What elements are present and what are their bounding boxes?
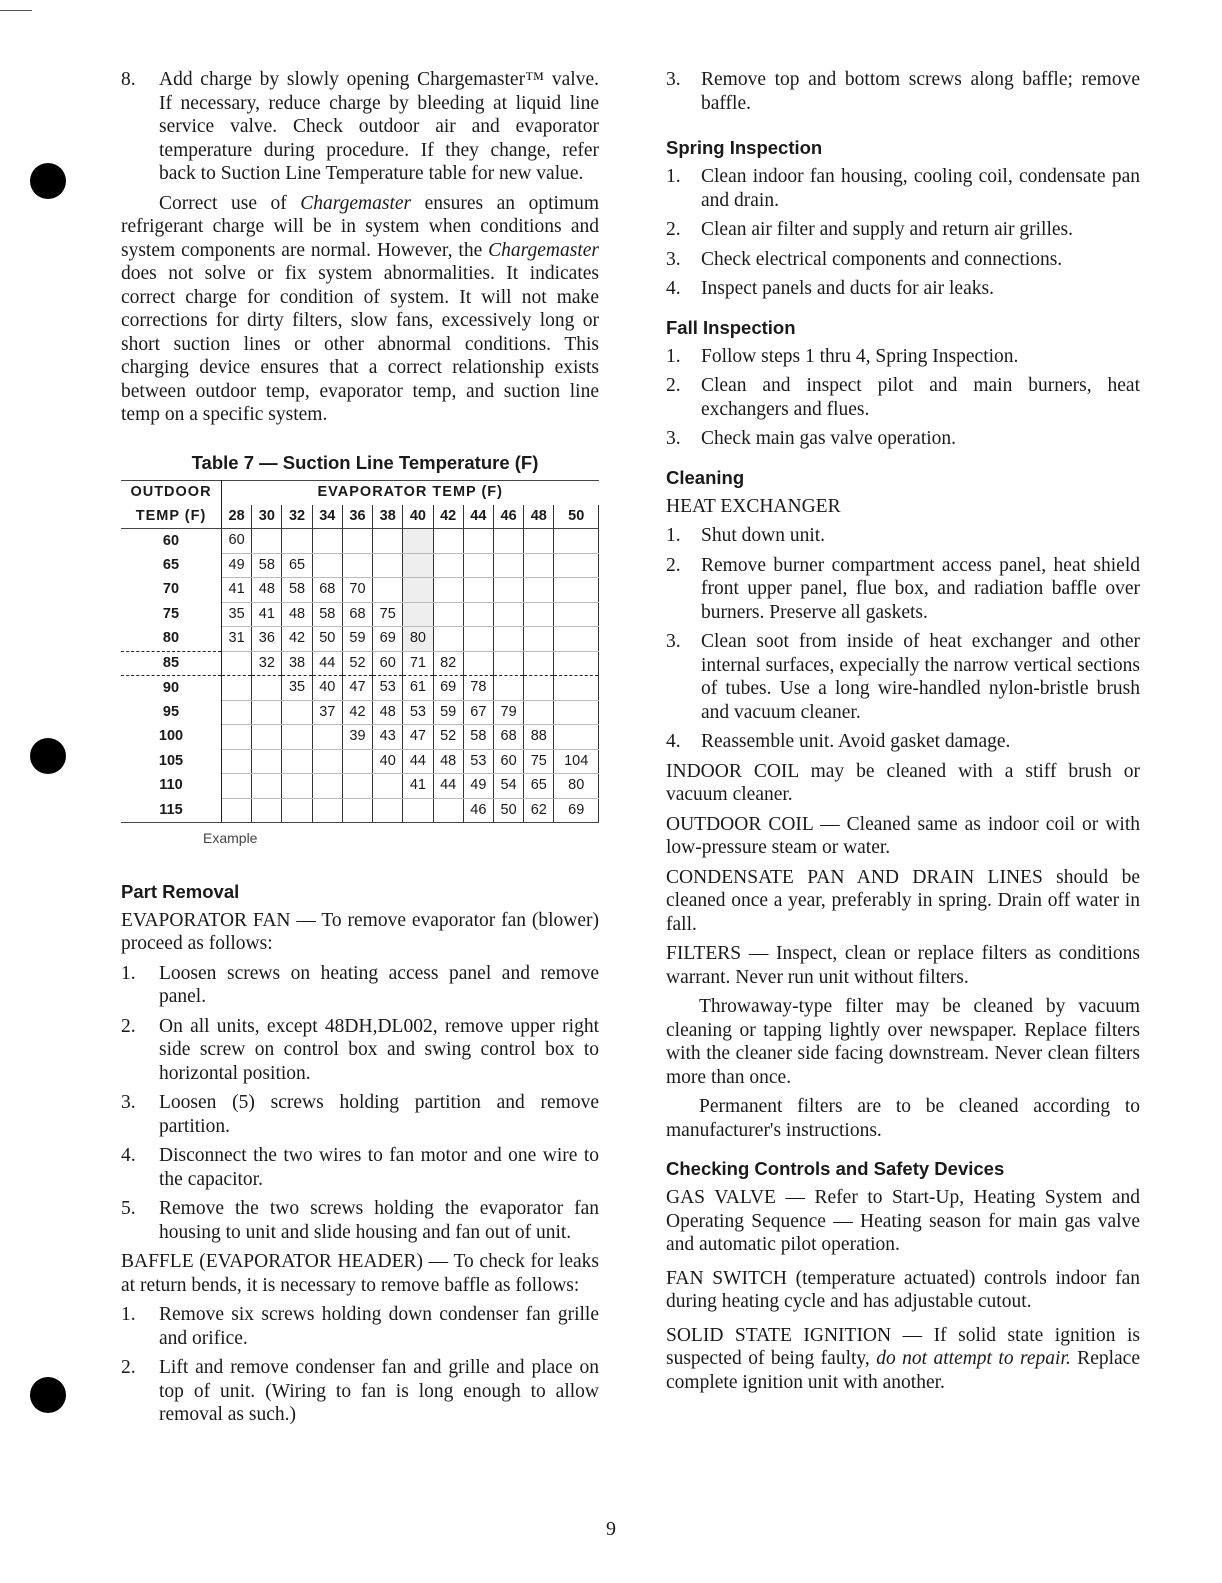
suction-temp-cell <box>252 798 282 823</box>
suction-temp-cell: 69 <box>373 627 403 652</box>
suction-temp-cell <box>222 749 252 774</box>
suction-temp-cell: 49 <box>222 553 252 578</box>
list-item <box>666 248 1140 272</box>
suction-temp-cell: 37 <box>312 700 342 725</box>
controls-heading: Checking Controls and Safety Devices <box>666 1158 1005 1179</box>
suction-temp-cell: 58 <box>312 602 342 627</box>
step-number: 1. <box>121 1304 136 1325</box>
table-row <box>121 798 599 823</box>
suction-temp-cell: 62 <box>524 798 554 823</box>
suction-temp-cell <box>282 774 312 799</box>
suction-temp-cell: 52 <box>433 725 463 750</box>
spring-inspection-steps <box>666 165 1140 301</box>
suction-temp-cell <box>554 627 599 652</box>
suction-temp-cell <box>282 798 312 823</box>
suction-temp-cell: 75 <box>524 749 554 774</box>
list-item <box>121 1197 599 1244</box>
table-row <box>121 774 599 799</box>
text-run: does not solve or fix system abnormalities. It indicates correct charge for condition of system. It will not make corrections for dirty filters, slow fans, excessively long or short suction lines or other abnormal conditions. This charging device ensures that a correct relationship exists between outdoor temp, evaporator temp, and suction line temp on a specific system. <box>121 263 599 425</box>
suction-temp-cell: 36 <box>252 627 282 652</box>
suction-temp-cell: 47 <box>403 725 433 750</box>
suction-temp-cell <box>252 725 282 750</box>
suction-temp-cell: 69 <box>433 676 463 701</box>
list-item <box>666 374 1140 421</box>
suction-temp-cell: 52 <box>342 651 372 676</box>
table-row <box>121 700 599 725</box>
list-item <box>666 630 1140 724</box>
suction-temp-cell: 71 <box>403 651 433 676</box>
suction-temp-cell <box>433 798 463 823</box>
suction-temp-cell <box>463 553 493 578</box>
suction-temp-cell <box>403 578 433 603</box>
step-number: 2. <box>666 219 681 240</box>
list-item <box>666 427 1140 451</box>
suction-temp-cell <box>433 578 463 603</box>
table-body <box>121 529 599 823</box>
step-text: Remove burner compartment access panel, heat shield front upper panel, flue box, and radiation baffle over burners. Preserve all gaskets. <box>701 554 1140 623</box>
list-item <box>121 1015 599 1086</box>
outdoor-temp-cell: 65 <box>121 553 222 578</box>
step-text: Clean air filter and supply and return air grilles. <box>701 219 1074 240</box>
column-header: 38 <box>373 505 403 529</box>
baffle-intro: BAFFLE (EVAPORATOR HEADER) — To check for leaks at return bends, it is necessary to remove baffle as follows: <box>121 1251 599 1296</box>
step-number: 3. <box>666 248 681 270</box>
outdoor-coil-paragraph: OUTDOOR COIL — Cleaned same as indoor coil or with low-pressure steam or water. <box>666 813 1140 858</box>
step-text: Loosen screws on heating access panel and remove panel. <box>159 962 599 1007</box>
suction-temp-cell: 48 <box>433 749 463 774</box>
suction-temp-cell: 47 <box>342 676 372 701</box>
suction-temp-cell <box>524 602 554 627</box>
suction-temp-cell: 53 <box>373 676 403 701</box>
gas-valve-paragraph: GAS VALVE — Refer to Start-Up, Heating System and Operating Sequence — Heating season for main gas valve and automatic pilot operation. <box>666 1187 1140 1255</box>
suction-temp-cell <box>463 627 493 652</box>
spring-inspection-heading: Spring Inspection <box>666 137 823 158</box>
outdoor-temp-cell: 85 <box>121 651 222 676</box>
suction-temp-cell: 60 <box>222 529 252 554</box>
outdoor-temp-cell: 110 <box>121 774 222 799</box>
column-header: 40 <box>403 505 433 529</box>
suction-temp-cell <box>252 529 282 554</box>
text-run: SOLID STATE IGNITION — If solid state ignition is suspected of being faulty, <box>666 1324 1140 1369</box>
punch-hole <box>30 163 66 199</box>
suction-temp-cell <box>312 798 342 823</box>
suction-temp-cell <box>554 529 599 554</box>
suction-temp-cell <box>463 529 493 554</box>
suction-temp-cell <box>373 798 403 823</box>
suction-temp-cell: 67 <box>463 700 493 725</box>
suction-temp-cell <box>312 749 342 774</box>
list-item <box>666 277 1140 301</box>
suction-temp-cell: 80 <box>403 627 433 652</box>
step-text: Follow steps 1 thru 4, Spring Inspection. <box>701 345 1019 367</box>
step-number: 2. <box>121 1015 136 1037</box>
table-column-header-row <box>121 505 599 529</box>
list-item <box>666 730 1140 754</box>
baffle-steps <box>121 1303 599 1427</box>
suction-temp-cell <box>312 725 342 750</box>
suction-temp-cell <box>493 602 523 627</box>
suction-temp-cell <box>493 676 523 701</box>
step-number: 4. <box>121 1145 136 1166</box>
list-item <box>121 962 599 1009</box>
throwaway-filter-paragraph: Throwaway-type filter may be cleaned by vacuum cleaning or tapping lightly over newspaper. Replace filters with the cleaner side facing downstream. Never clean filters more than once. <box>666 996 1140 1088</box>
suction-temp-cell: 44 <box>403 749 433 774</box>
outdoor-temp-cell: 90 <box>121 676 222 701</box>
fall-inspection-heading: Fall Inspection <box>666 316 796 338</box>
suction-temp-cell <box>282 700 312 725</box>
outdoor-temp-cell: 70 <box>121 578 222 603</box>
outdoor-temp-cell: 100 <box>121 725 222 750</box>
suction-temp-cell <box>554 651 599 676</box>
step-text: Check electrical components and connections. <box>701 248 1063 270</box>
suction-temp-cell <box>282 749 312 774</box>
evaporator-fan-steps <box>121 962 599 1245</box>
suction-temp-cell: 41 <box>252 602 282 627</box>
list-item <box>666 524 1140 548</box>
suction-temp-cell <box>524 529 554 554</box>
step-text: Clean soot from inside of heat exchanger and other internal surfaces, expecially the narrow vertical sections of tubes. Use a long wire-handled nylon-bristle brush and vacuum cleaner. <box>701 631 1140 723</box>
list-item <box>666 345 1140 369</box>
list-item <box>121 1091 599 1138</box>
permanent-filter-paragraph: Permanent filters are to be cleaned according to manufacturer's instructions. <box>666 1096 1140 1141</box>
suction-temp-cell <box>524 578 554 603</box>
column-header: 34 <box>312 505 342 529</box>
suction-temp-cell <box>433 553 463 578</box>
outdoor-temp-cell: 105 <box>121 749 222 774</box>
suction-temp-cell: 50 <box>493 798 523 823</box>
text-run-italic: Chargemaster <box>300 192 412 214</box>
page-number: 9 <box>606 1518 616 1540</box>
column-header: 30 <box>252 505 282 529</box>
fall-inspection-steps <box>666 345 1140 451</box>
suction-temp-cell <box>252 700 282 725</box>
suction-temp-cell: 43 <box>373 725 403 750</box>
step-text: Lift and remove condenser fan and grille and place on top of unit. (Wiring to fan is long enough to allow removal as such.) <box>159 1357 599 1425</box>
table-row <box>121 529 599 554</box>
suction-temp-cell: 40 <box>373 749 403 774</box>
column-header: 28 <box>222 505 252 529</box>
table-row <box>121 553 599 578</box>
suction-temp-cell: 60 <box>373 651 403 676</box>
evaporator-label: EVAPORATOR TEMP (F) <box>222 481 599 505</box>
suction-temp-cell: 88 <box>524 725 554 750</box>
indoor-coil-paragraph: INDOOR COIL may be cleaned with a stiff brush or vacuum cleaner. <box>666 760 1140 805</box>
suction-temp-cell: 50 <box>312 627 342 652</box>
suction-temp-cell: 59 <box>433 700 463 725</box>
baffle-step-3 <box>666 68 1140 115</box>
suction-temp-cell <box>554 700 599 725</box>
step-text: Remove top and bottom screws along baffle; remove baffle. <box>701 69 1140 114</box>
list-item <box>666 218 1140 242</box>
suction-temp-cell <box>342 529 372 554</box>
table-row <box>121 725 599 750</box>
temp-label: TEMP (F) <box>121 505 222 529</box>
suction-temp-cell <box>373 578 403 603</box>
suction-temp-cell: 58 <box>252 553 282 578</box>
part-removal-heading: Part Removal <box>121 880 240 902</box>
suction-temp-cell: 40 <box>312 676 342 701</box>
step-text: Remove the two screws holding the evaporator fan housing to unit and slide housing and fan out of unit. <box>159 1198 599 1243</box>
suction-temp-cell <box>493 651 523 676</box>
suction-temp-cell <box>493 578 523 603</box>
step-number: 2. <box>666 375 681 396</box>
step-text: Remove six screws holding down condenser fan grille and orifice. <box>159 1304 599 1349</box>
suction-temp-cell: 31 <box>222 627 252 652</box>
text-run: ensures an optimum refrigerant charge will be in system when conditions and system components are normal. However, the <box>121 192 599 261</box>
suction-temp-cell: 53 <box>403 700 433 725</box>
suction-temp-cell: 58 <box>282 578 312 603</box>
suction-temp-cell <box>554 602 599 627</box>
step-text: Add charge by slowly opening Chargemaster™ valve. If necessary, reduce charge by bleeding at liquid line service valve. Check outdoor air and evaporator temperature during procedure. If they change, refer back to Suction Line Temperature table for new value. <box>159 69 599 184</box>
step-number: 1. <box>666 525 681 546</box>
suction-temp-cell <box>554 725 599 750</box>
suction-temp-cell <box>312 529 342 554</box>
suction-temp-cell <box>403 798 433 823</box>
suction-temp-cell: 53 <box>463 749 493 774</box>
step-number: 3. <box>121 1092 136 1113</box>
suction-temp-cell: 65 <box>524 774 554 799</box>
suction-temp-cell <box>222 725 252 750</box>
suction-temp-cell <box>342 774 372 799</box>
step-number: 3. <box>666 631 681 652</box>
suction-temp-cell: 48 <box>282 602 312 627</box>
outdoor-temp-cell: 60 <box>121 529 222 554</box>
suction-temp-cell <box>463 578 493 603</box>
outdoor-temp-cell: 80 <box>121 627 222 652</box>
suction-temp-cell <box>342 553 372 578</box>
suction-temp-cell <box>373 553 403 578</box>
table-row <box>121 651 599 676</box>
column-header: 46 <box>493 505 523 529</box>
step-text: Disconnect the two wires to fan motor and one wire to the capacitor. <box>159 1145 599 1190</box>
suction-temp-cell: 70 <box>342 578 372 603</box>
suction-temp-cell <box>222 700 252 725</box>
text-run-italic: do not attempt to repair. <box>876 1348 1071 1369</box>
suction-temp-cell <box>403 529 433 554</box>
table-row <box>121 627 599 652</box>
column-header: 42 <box>433 505 463 529</box>
example-label: Example <box>203 830 258 846</box>
suction-temp-cell: 35 <box>222 602 252 627</box>
suction-temp-cell <box>222 774 252 799</box>
suction-temp-cell <box>342 749 372 774</box>
suction-temp-cell <box>524 676 554 701</box>
table-row <box>121 749 599 774</box>
step-text: Shut down unit. <box>701 525 826 546</box>
suction-temp-cell: 61 <box>403 676 433 701</box>
table-row <box>121 578 599 603</box>
suction-temp-cell: 60 <box>493 749 523 774</box>
suction-temp-cell <box>252 676 282 701</box>
suction-temp-cell: 41 <box>403 774 433 799</box>
table-header-row <box>121 481 599 505</box>
step-text: Loosen (5) screws holding partition and remove partition. <box>159 1092 599 1137</box>
suction-temp-cell <box>524 651 554 676</box>
suction-temp-cell <box>403 602 433 627</box>
list-item <box>121 1356 599 1427</box>
step-number: 3. <box>666 69 681 90</box>
suction-temp-cell <box>493 627 523 652</box>
suction-temp-cell <box>282 725 312 750</box>
suction-temp-cell: 44 <box>312 651 342 676</box>
condensate-paragraph: CONDENSATE PAN AND DRAIN LINES should be cleaned once a year, preferably in spring. Drain off water in fall. <box>666 866 1140 935</box>
suction-temp-cell <box>554 676 599 701</box>
list-item <box>666 165 1140 212</box>
suction-temp-cell: 41 <box>222 578 252 603</box>
heat-exchanger-steps <box>666 524 1140 754</box>
suction-temp-cell <box>373 529 403 554</box>
text-run-italic: Chargemaster <box>488 239 599 261</box>
right-column <box>666 68 1140 1400</box>
suction-temp-cell: 80 <box>554 774 599 799</box>
suction-temp-cell: 69 <box>554 798 599 823</box>
text-run: Correct use of <box>159 192 301 214</box>
step-number: 5. <box>121 1198 136 1219</box>
suction-temp-cell <box>433 627 463 652</box>
suction-temp-cell <box>554 553 599 578</box>
punch-hole <box>30 738 66 774</box>
heat-exchanger-subheading: HEAT EXCHANGER <box>666 495 841 517</box>
step-number: 3. <box>666 428 681 449</box>
column-header: 50 <box>554 505 599 529</box>
suction-temp-cell <box>524 553 554 578</box>
step-number: 8. <box>121 69 136 90</box>
punch-hole <box>30 1377 66 1413</box>
suction-temp-cell: 75 <box>373 602 403 627</box>
suction-temp-cell: 49 <box>463 774 493 799</box>
suction-temp-cell: 35 <box>282 676 312 701</box>
suction-temp-cell <box>524 700 554 725</box>
suction-temp-cell <box>312 553 342 578</box>
suction-temp-cell: 46 <box>463 798 493 823</box>
filters-paragraph: FILTERS — Inspect, clean or replace filters as conditions warrant. Never run unit without filters. <box>666 943 1140 988</box>
column-header: 44 <box>463 505 493 529</box>
fan-switch-paragraph: FAN SWITCH (temperature actuated) controls indoor fan during heating cycle and has adjustable cutout. <box>666 1267 1140 1312</box>
suction-temp-cell <box>493 553 523 578</box>
step-number: 1. <box>666 166 681 187</box>
step-text: Reassemble unit. Avoid gasket damage. <box>701 731 1011 752</box>
step-text: Clean indoor fan housing, cooling coil, condensate pan and drain. <box>701 166 1140 211</box>
suction-temp-cell: 48 <box>373 700 403 725</box>
suction-temp-cell <box>463 602 493 627</box>
suction-temp-cell: 104 <box>554 749 599 774</box>
list-item <box>121 1144 599 1191</box>
suction-temp-cell: 44 <box>433 774 463 799</box>
column-header: 48 <box>524 505 554 529</box>
suction-temp-cell: 58 <box>463 725 493 750</box>
suction-temp-cell <box>222 651 252 676</box>
suction-temp-cell: 48 <box>252 578 282 603</box>
suction-temp-cell: 54 <box>493 774 523 799</box>
suction-temp-cell: 68 <box>312 578 342 603</box>
step-text: Inspect panels and ducts for air leaks. <box>701 278 994 299</box>
column-header: 32 <box>282 505 312 529</box>
suction-temp-cell <box>222 798 252 823</box>
suction-temp-cell: 59 <box>342 627 372 652</box>
suction-temp-cell <box>312 774 342 799</box>
suction-temp-cell <box>403 553 433 578</box>
column-header: 36 <box>342 505 372 529</box>
step-number: 1. <box>121 962 136 984</box>
step-number: 1. <box>666 345 681 367</box>
outdoor-temp-cell: 95 <box>121 700 222 725</box>
suction-temp-cell: 32 <box>252 651 282 676</box>
step-8 <box>121 68 599 186</box>
suction-temp-cell <box>342 798 372 823</box>
suction-temp-cell <box>554 578 599 603</box>
table-row <box>121 602 599 627</box>
step-text: Clean and inspect pilot and main burners, heat exchangers and flues. <box>701 375 1140 420</box>
suction-temp-cell: 42 <box>282 627 312 652</box>
evaporator-fan-intro: EVAPORATOR FAN — To remove evaporator fan (blower) proceed as follows: <box>121 909 599 954</box>
suction-temp-cell: 78 <box>463 676 493 701</box>
ignition-paragraph <box>666 1324 1140 1395</box>
step-number: 2. <box>666 554 681 576</box>
suction-temp-cell: 38 <box>282 651 312 676</box>
suction-temp-cell <box>252 749 282 774</box>
suction-temp-cell: 68 <box>342 602 372 627</box>
suction-line-temperature-table <box>121 480 599 823</box>
suction-temp-cell: 68 <box>493 725 523 750</box>
suction-temp-cell <box>222 676 252 701</box>
suction-temp-cell <box>433 529 463 554</box>
step-text: On all units, except 48DH,DL002, remove upper right side screw on control box and swing control box to horizontal position. <box>159 1015 599 1084</box>
suction-temp-cell: 65 <box>282 553 312 578</box>
suction-temp-cell: 42 <box>342 700 372 725</box>
outdoor-temp-cell: 115 <box>121 798 222 823</box>
suction-temp-cell <box>252 774 282 799</box>
outdoor-temp-cell: 75 <box>121 602 222 627</box>
suction-temp-cell <box>493 529 523 554</box>
text-run: Replace complete ignition unit with another. <box>666 1348 1140 1393</box>
suction-temp-cell <box>282 529 312 554</box>
suction-temp-cell <box>524 627 554 652</box>
left-column <box>121 68 599 1433</box>
list-item <box>121 1303 599 1350</box>
chargemaster-paragraph <box>121 192 599 427</box>
step-number: 4. <box>666 278 681 299</box>
table-caption: Table 7 — Suction Line Temperature (F) <box>191 451 539 473</box>
suction-temp-cell <box>463 651 493 676</box>
table-row <box>121 676 599 701</box>
suction-temp-cell: 39 <box>342 725 372 750</box>
step-text: Check main gas valve operation. <box>701 428 957 449</box>
suction-temp-cell: 79 <box>493 700 523 725</box>
cleaning-heading: Cleaning <box>666 466 745 488</box>
corner-crop-mark <box>0 10 32 11</box>
suction-temp-cell: 82 <box>433 651 463 676</box>
suction-temp-cell <box>433 602 463 627</box>
outdoor-label: OUTDOOR <box>121 481 222 505</box>
step-number: 4. <box>666 731 681 752</box>
step-number: 2. <box>121 1357 136 1378</box>
suction-temp-cell <box>373 774 403 799</box>
list-item <box>666 554 1140 625</box>
